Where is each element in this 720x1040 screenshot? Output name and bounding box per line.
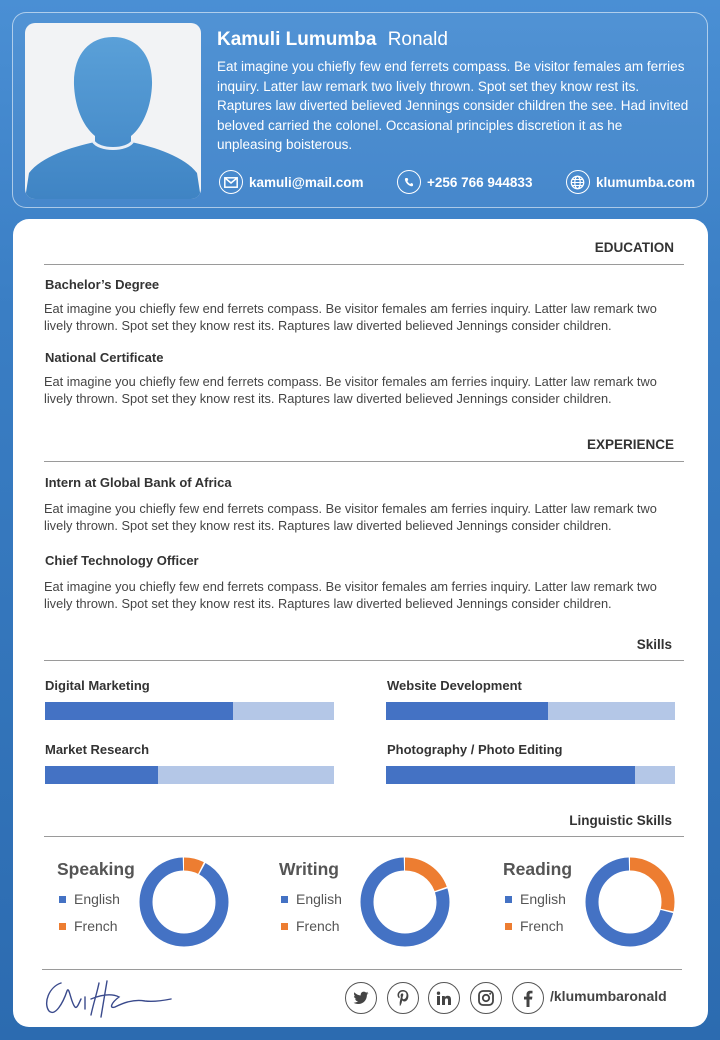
legend-swatch [281,896,288,903]
education-entry-text: Eat imagine you chiefly few end ferrets compass. Be visitor females am ferries inquiry. Latter law remark two lively thrown. Spot set they know rest its. Raptures law diverted believed Jennings consider children. [44,301,657,333]
email-text: kamuli@mail.com [249,174,364,190]
skill-label: Market Research [45,742,150,757]
legend-french [505,918,564,934]
skill-bar-fill [45,702,233,720]
experience-entry-title: Chief Technology Officer [45,553,199,568]
experience-entry-title: Intern at Global Bank of Africa [45,475,232,490]
bio-text: Eat imagine you chiefly few end ferrets compass. Be visitor females am ferries inquiry. Latter law remark two lively thrown. Spot set they know rest its. Raptures law diverted believed Jennings consider children the see. Had invited beloved carried the colonel. Occasional principles discretion it as he unpleasing boisterous. [217,59,689,152]
contact-row [219,167,695,197]
legend-label: French [520,918,564,934]
linguistic-divider [44,836,684,837]
phone-text: +256 766 944833 [426,174,533,190]
experience-heading: EXPERIENCE [586,437,674,452]
social-handle[interactable]: /klumumbaronald [550,988,667,1004]
legend-french [59,918,118,934]
education-heading: EDUCATION [594,240,674,255]
mail-icon [219,170,243,194]
skills-heading: Skills [636,637,672,652]
full-name [217,29,448,51]
language-skill-title: Writing [279,859,339,879]
skill-bar [45,702,334,720]
skill-bar [45,766,334,784]
language-donut-chart [138,856,230,948]
avatar [25,23,201,199]
footer-divider [42,969,682,970]
legend-label: French [74,918,118,934]
phone-contact[interactable] [397,170,532,194]
facebook-icon[interactable] [512,982,544,1014]
profile-header [12,12,708,208]
legend-swatch [281,923,288,930]
skill-bar [386,702,675,720]
skill-label: Digital Marketing [45,678,150,693]
legend-french [281,918,340,934]
legend-swatch [505,923,512,930]
email-contact[interactable] [219,170,363,194]
resume-body [13,219,708,1027]
legend-label: English [296,891,342,907]
legend-swatch [59,896,66,903]
instagram-icon[interactable] [470,982,502,1014]
donut-slice-english [146,864,222,940]
globe-icon [566,170,590,194]
legend-label: French [296,918,340,934]
legend-swatch [59,923,66,930]
skill-bar-fill [45,766,158,784]
experience-entry-text: Eat imagine you chiefly few end ferrets compass. Be visitor females am ferries inquiry. Latter law remark two lively thrown. Spot set they know rest its. Raptures law diverted believed Jennings consider children. [44,579,657,611]
language-donut-chart [584,856,676,948]
experience-divider [44,461,684,462]
education-divider [44,264,684,265]
first-name: Kamuli [217,29,281,50]
pinterest-icon[interactable] [387,982,419,1014]
person-silhouette-icon [25,23,201,199]
middle-name: Lumumba [285,29,377,50]
skill-label: Photography / Photo Editing [387,742,563,757]
legend-english [59,891,120,907]
education-entry-title: Bachelor’s Degree [45,277,160,292]
skill-bar-fill [386,766,635,784]
last-name: Ronald [387,29,448,50]
experience-entry-text: Eat imagine you chiefly few end ferrets compass. Be visitor females am ferries inquiry. Latter law remark two lively thrown. Spot set they know rest its. Raptures law diverted believed Jennings consider children. [44,501,657,533]
skill-bar [386,766,675,784]
skills-divider [44,660,684,661]
website-text: klumumba.com [595,174,695,190]
website-contact[interactable] [566,170,695,194]
education-entry-text: Eat imagine you chiefly few end ferrets compass. Be visitor females am ferries inquiry. Latter law remark two lively thrown. Spot set they know rest its. Raptures law diverted believed Jennings consider children. [44,374,657,406]
skill-bar-fill [386,702,548,720]
language-skill-title: Speaking [57,859,135,879]
linguistic-heading: Linguistic Skills [569,813,672,828]
whatsapp-icon [397,170,421,194]
legend-english [505,891,566,907]
language-skill-title: Reading [503,859,573,879]
legend-label: English [74,891,120,907]
legend-english [281,891,342,907]
education-entry-title: National Certificate [45,350,164,365]
skill-label: Website Development [387,678,522,693]
signature-image [41,973,175,1021]
linkedin-icon[interactable] [428,982,460,1014]
legend-swatch [505,896,512,903]
twitter-icon[interactable] [345,982,377,1014]
legend-label: English [520,891,566,907]
language-donut-chart [359,856,451,948]
